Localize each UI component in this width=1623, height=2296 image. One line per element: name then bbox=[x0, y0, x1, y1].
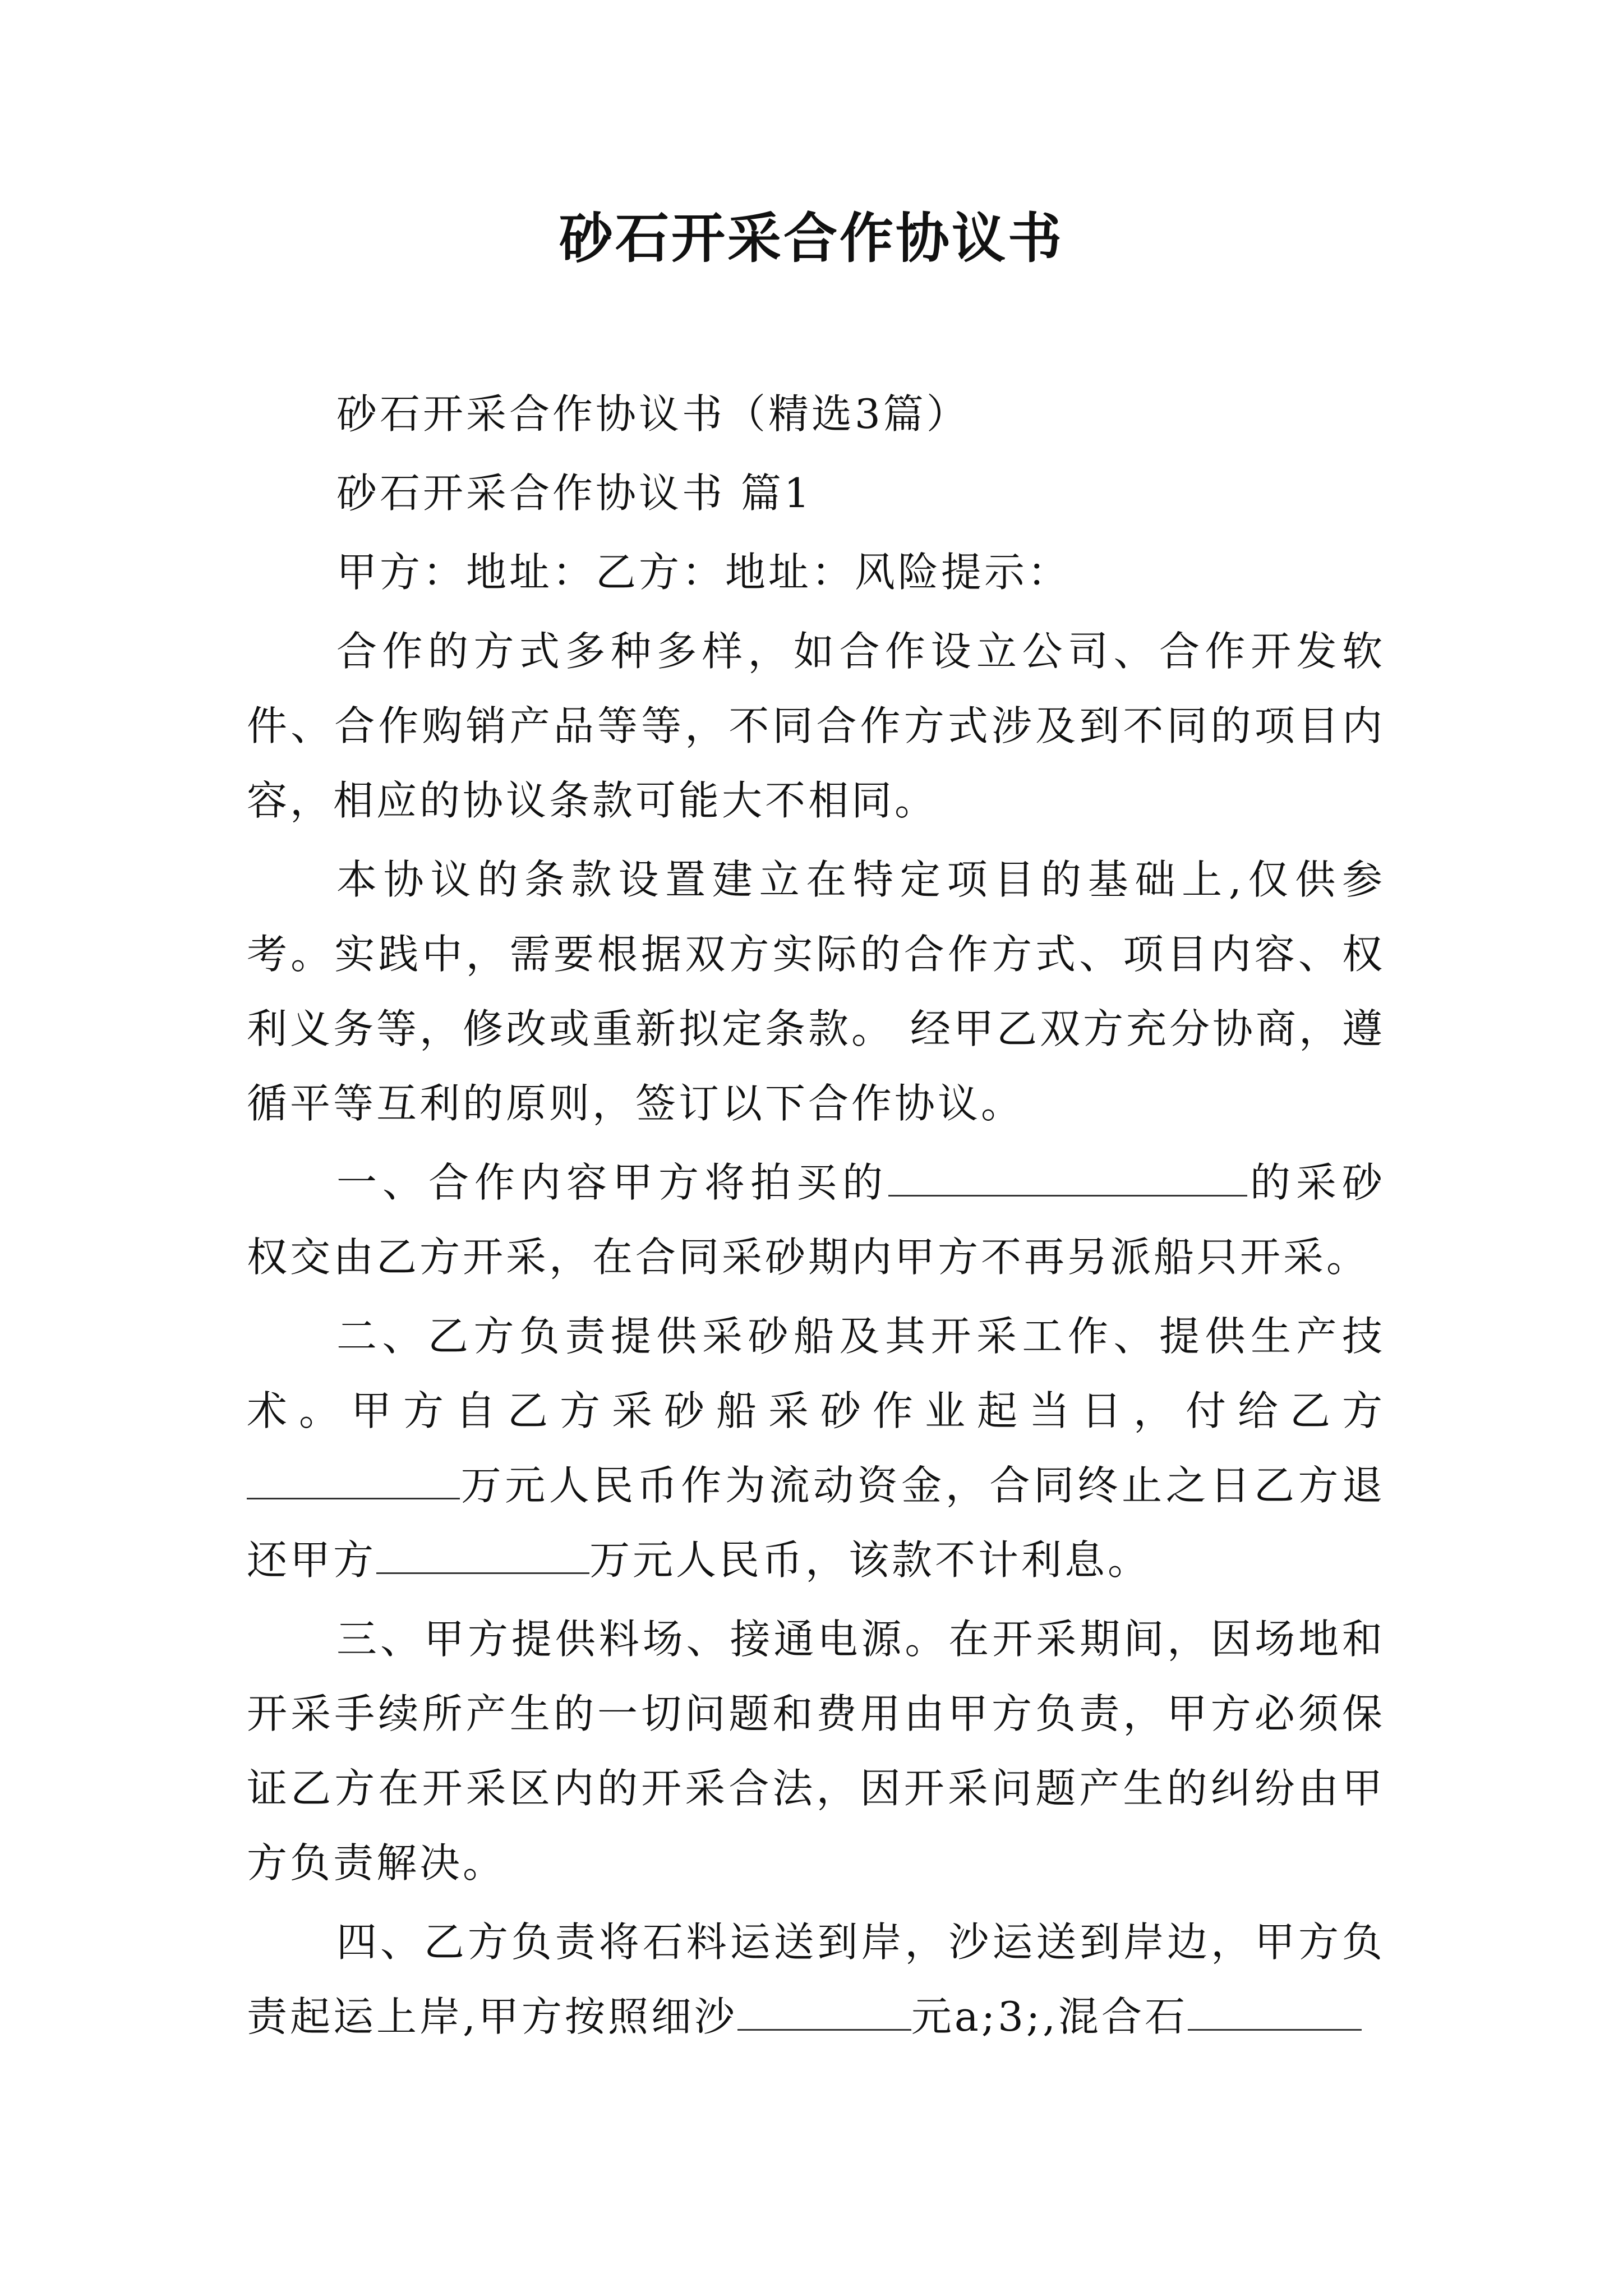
subtitle-paragraph: 砂石开采合作协议书（精选3篇） bbox=[336, 390, 970, 438]
clause-4-text-a: 四、乙方负责将石料运送到岸，沙运送到岸边，甲方负责起运上岸,甲方按照细沙 bbox=[247, 1918, 1385, 2040]
reference-note-paragraph: 本协议的条款设置建立在特定项目的基础上,仅供参考。实践中，需要根据双方实际的合作方式、项目内容、权利义务等，修改或重新拟定条款。 经甲乙双方充分协商，遵循平等互利的原则，签订以下合作协议。 bbox=[247, 856, 1385, 1127]
document-body bbox=[247, 377, 1385, 2059]
fill-blank-field bbox=[247, 1464, 460, 1499]
fill-blank-field bbox=[737, 1995, 911, 2031]
section-heading: 砂石开采合作协议书 篇1 bbox=[336, 470, 813, 517]
risk-note-paragraph: 合作的方式多种多样，如合作设立公司、合作开发软件、合作购销产品等等，不同合作方式涉及到不同的项目内容，相应的协议条款可能大不相同。 bbox=[247, 628, 1385, 824]
clause-2-text-b: 万元人民币作为流动资金，合同终止之日乙方退还甲方 bbox=[247, 1462, 1385, 1584]
document-title: 砂石开采合作协议书 bbox=[559, 206, 1064, 270]
clause-1-paragraph bbox=[247, 1145, 1385, 1295]
clause-2-text-a: 二、乙方负责提供采砂船及其开采工作、提供生产技术。甲方自乙方采砂船采砂作业起当日，付给乙方 bbox=[247, 1313, 1385, 1434]
clause-1-text-b: 的采砂权交由乙方开采，在合同采砂期内甲方不再另派船只开采。 bbox=[247, 1159, 1385, 1281]
clause-2-text-c: 万元人民币，该款不计利息。 bbox=[589, 1536, 1151, 1584]
fill-blank-field bbox=[376, 1539, 589, 1574]
clause-4-paragraph bbox=[247, 1905, 1385, 2054]
parties-line: 甲方：地址：乙方：地址：风险提示： bbox=[336, 549, 1071, 596]
clause-4-text-b: 元a;3;,混合石 bbox=[911, 1993, 1188, 2040]
clause-1-text-a: 一、合作内容甲方将拍买的 bbox=[336, 1159, 888, 1206]
fill-blank-field bbox=[1188, 1995, 1362, 2031]
clause-2-paragraph bbox=[247, 1299, 1385, 1598]
fill-blank-field bbox=[888, 1161, 1247, 1197]
clause-3-paragraph: 三、甲方提供料场、接通电源。在开采期间，因场地和开采手续所产生的一切问题和费用由甲方负责，甲方必须保证乙方在开采区内的开采合法，因开采问题产生的纠纷由甲方负责解决。 bbox=[247, 1616, 1385, 1887]
